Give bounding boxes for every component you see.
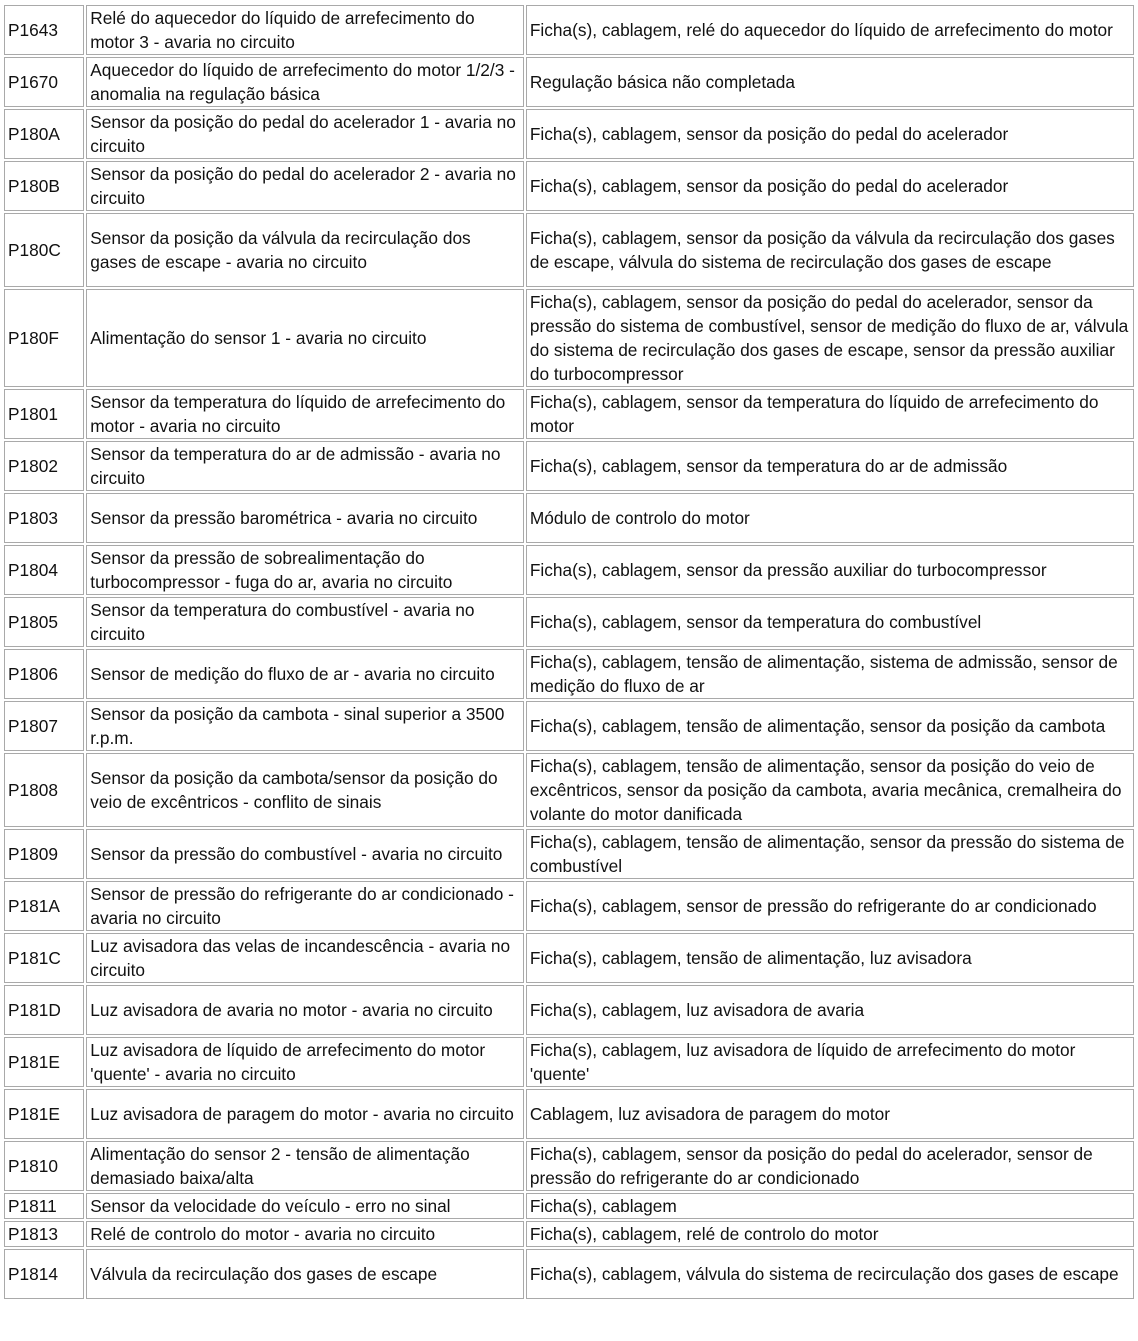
fault-description-cell: Sensor da pressão do combustível - avaria no circuito xyxy=(86,829,524,879)
fault-description-cell: Aquecedor do líquido de arrefecimento do motor 1/2/3 - anomalia na regulação básica xyxy=(86,57,524,107)
fault-code-cell: P1810 xyxy=(4,1141,84,1191)
fault-description-cell: Sensor da posição do pedal do acelerador 1 - avaria no circuito xyxy=(86,109,524,159)
fault-code-cell: P1811 xyxy=(4,1193,84,1219)
fault-description-cell: Sensor da pressão de sobrealimentação do turbocompressor - fuga do ar, avaria no circuito xyxy=(86,545,524,595)
possible-cause-cell: Ficha(s), cablagem, sensor de pressão do refrigerante do ar condicionado xyxy=(526,881,1134,931)
possible-cause-cell: Ficha(s), cablagem, sensor da posição do pedal do acelerador xyxy=(526,161,1134,211)
fault-description-cell: Sensor da posição da válvula da recirculação dos gases de escape - avaria no circuito xyxy=(86,213,524,287)
possible-cause-cell: Ficha(s), cablagem, tensão de alimentação, sensor da posição da cambota xyxy=(526,701,1134,751)
table-row xyxy=(4,753,1134,827)
table-row xyxy=(4,545,1134,595)
table-row xyxy=(4,985,1134,1035)
table-row xyxy=(4,881,1134,931)
fault-code-cell: P181A xyxy=(4,881,84,931)
possible-cause-cell: Ficha(s), cablagem, relé de controlo do motor xyxy=(526,1221,1134,1247)
fault-description-cell: Luz avisadora de avaria no motor - avaria no circuito xyxy=(86,985,524,1035)
table-row xyxy=(4,649,1134,699)
possible-cause-cell: Ficha(s), cablagem, luz avisadora de avaria xyxy=(526,985,1134,1035)
table-row xyxy=(4,57,1134,107)
possible-cause-cell: Ficha(s), cablagem, luz avisadora de líquido de arrefecimento do motor 'quente' xyxy=(526,1037,1134,1087)
possible-cause-cell: Ficha(s), cablagem, sensor da posição do pedal do acelerador, sensor da pressão do sistema de combustível, sensor de medição do fluxo de ar, válvula do sistema de recirculação dos gases de escape, sensor da pressão auxiliar do turbocompressor xyxy=(526,289,1134,387)
fault-description-cell: Sensor de medição do fluxo de ar - avaria no circuito xyxy=(86,649,524,699)
possible-cause-cell: Ficha(s), cablagem, sensor da posição do pedal do acelerador, sensor de pressão do refrigerante do ar condicionado xyxy=(526,1141,1134,1191)
possible-cause-cell: Ficha(s), cablagem, sensor da pressão auxiliar do turbocompressor xyxy=(526,545,1134,595)
table-row xyxy=(4,933,1134,983)
fault-code-cell: P181E xyxy=(4,1037,84,1087)
fault-description-cell: Sensor da posição do pedal do acelerador 2 - avaria no circuito xyxy=(86,161,524,211)
possible-cause-cell: Ficha(s), cablagem, tensão de alimentação, sensor da posição do veio de excêntricos, sensor da posição da cambota, avaria mecânica, cremalheira do volante do motor danificada xyxy=(526,753,1134,827)
fault-description-cell: Sensor de pressão do refrigerante do ar condicionado - avaria no circuito xyxy=(86,881,524,931)
fault-description-cell: Sensor da temperatura do líquido de arrefecimento do motor - avaria no circuito xyxy=(86,389,524,439)
possible-cause-cell: Ficha(s), cablagem, tensão de alimentação, luz avisadora xyxy=(526,933,1134,983)
table-row xyxy=(4,161,1134,211)
fault-description-cell: Sensor da posição da cambota - sinal superior a 3500 r.p.m. xyxy=(86,701,524,751)
possible-cause-cell: Módulo de controlo do motor xyxy=(526,493,1134,543)
fault-code-cell: P1805 xyxy=(4,597,84,647)
table-row xyxy=(4,5,1134,55)
possible-cause-cell: Ficha(s), cablagem xyxy=(526,1193,1134,1219)
table-row xyxy=(4,829,1134,879)
possible-cause-cell: Ficha(s), cablagem, relé do aquecedor do líquido de arrefecimento do motor xyxy=(526,5,1134,55)
possible-cause-cell: Ficha(s), cablagem, sensor da posição do pedal do acelerador xyxy=(526,109,1134,159)
fault-code-cell: P1804 xyxy=(4,545,84,595)
fault-code-cell: P180A xyxy=(4,109,84,159)
fault-description-cell: Relé do aquecedor do líquido de arrefecimento do motor 3 - avaria no circuito xyxy=(86,5,524,55)
fault-description-cell: Válvula da recirculação dos gases de escape xyxy=(86,1249,524,1299)
possible-cause-cell: Ficha(s), cablagem, tensão de alimentação, sensor da pressão do sistema de combustível xyxy=(526,829,1134,879)
fault-code-cell: P1806 xyxy=(4,649,84,699)
table-row xyxy=(4,1193,1134,1219)
table-row xyxy=(4,701,1134,751)
fault-code-table xyxy=(2,3,1136,1301)
table-row xyxy=(4,1221,1134,1247)
fault-description-cell: Luz avisadora de líquido de arrefecimento do motor 'quente' - avaria no circuito xyxy=(86,1037,524,1087)
fault-description-cell: Luz avisadora de paragem do motor - avaria no circuito xyxy=(86,1089,524,1139)
possible-cause-cell: Ficha(s), cablagem, válvula do sistema de recirculação dos gases de escape xyxy=(526,1249,1134,1299)
fault-code-cell: P1643 xyxy=(4,5,84,55)
fault-code-table-body xyxy=(4,5,1134,1299)
table-row xyxy=(4,289,1134,387)
fault-code-cell: P181D xyxy=(4,985,84,1035)
fault-code-cell: P1670 xyxy=(4,57,84,107)
table-row xyxy=(4,493,1134,543)
fault-description-cell: Sensor da pressão barométrica - avaria no circuito xyxy=(86,493,524,543)
fault-description-cell: Alimentação do sensor 1 - avaria no circuito xyxy=(86,289,524,387)
table-row xyxy=(4,109,1134,159)
fault-code-cell: P1814 xyxy=(4,1249,84,1299)
possible-cause-cell: Ficha(s), cablagem, tensão de alimentação, sistema de admissão, sensor de medição do fluxo de ar xyxy=(526,649,1134,699)
table-row xyxy=(4,389,1134,439)
fault-description-cell: Alimentação do sensor 2 - tensão de alimentação demasiado baixa/alta xyxy=(86,1141,524,1191)
fault-code-cell: P181C xyxy=(4,933,84,983)
possible-cause-cell: Ficha(s), cablagem, sensor da posição da válvula da recirculação dos gases de escape, válvula do sistema de recirculação dos gases de escape xyxy=(526,213,1134,287)
fault-code-cell: P181E xyxy=(4,1089,84,1139)
table-row xyxy=(4,213,1134,287)
possible-cause-cell: Ficha(s), cablagem, sensor da temperatura do ar de admissão xyxy=(526,441,1134,491)
table-row xyxy=(4,1141,1134,1191)
fault-description-cell: Sensor da posição da cambota/sensor da posição do veio de excêntricos - conflito de sinais xyxy=(86,753,524,827)
table-row xyxy=(4,597,1134,647)
fault-description-cell: Sensor da temperatura do combustível - avaria no circuito xyxy=(86,597,524,647)
fault-code-cell: P1813 xyxy=(4,1221,84,1247)
fault-code-cell: P1807 xyxy=(4,701,84,751)
table-row xyxy=(4,1037,1134,1087)
fault-code-cell: P180B xyxy=(4,161,84,211)
fault-code-cell: P180F xyxy=(4,289,84,387)
fault-code-cell: P1808 xyxy=(4,753,84,827)
possible-cause-cell: Cablagem, luz avisadora de paragem do motor xyxy=(526,1089,1134,1139)
possible-cause-cell: Ficha(s), cablagem, sensor da temperatura do líquido de arrefecimento do motor xyxy=(526,389,1134,439)
fault-code-cell: P1802 xyxy=(4,441,84,491)
fault-code-cell: P1809 xyxy=(4,829,84,879)
table-row xyxy=(4,1249,1134,1299)
fault-code-cell: P1803 xyxy=(4,493,84,543)
table-row xyxy=(4,441,1134,491)
fault-code-cell: P1801 xyxy=(4,389,84,439)
fault-description-cell: Luz avisadora das velas de incandescência - avaria no circuito xyxy=(86,933,524,983)
fault-code-cell: P180C xyxy=(4,213,84,287)
table-row xyxy=(4,1089,1134,1139)
fault-description-cell: Sensor da temperatura do ar de admissão - avaria no circuito xyxy=(86,441,524,491)
fault-description-cell: Sensor da velocidade do veículo - erro no sinal xyxy=(86,1193,524,1219)
possible-cause-cell: Regulação básica não completada xyxy=(526,57,1134,107)
possible-cause-cell: Ficha(s), cablagem, sensor da temperatura do combustível xyxy=(526,597,1134,647)
fault-description-cell: Relé de controlo do motor - avaria no circuito xyxy=(86,1221,524,1247)
